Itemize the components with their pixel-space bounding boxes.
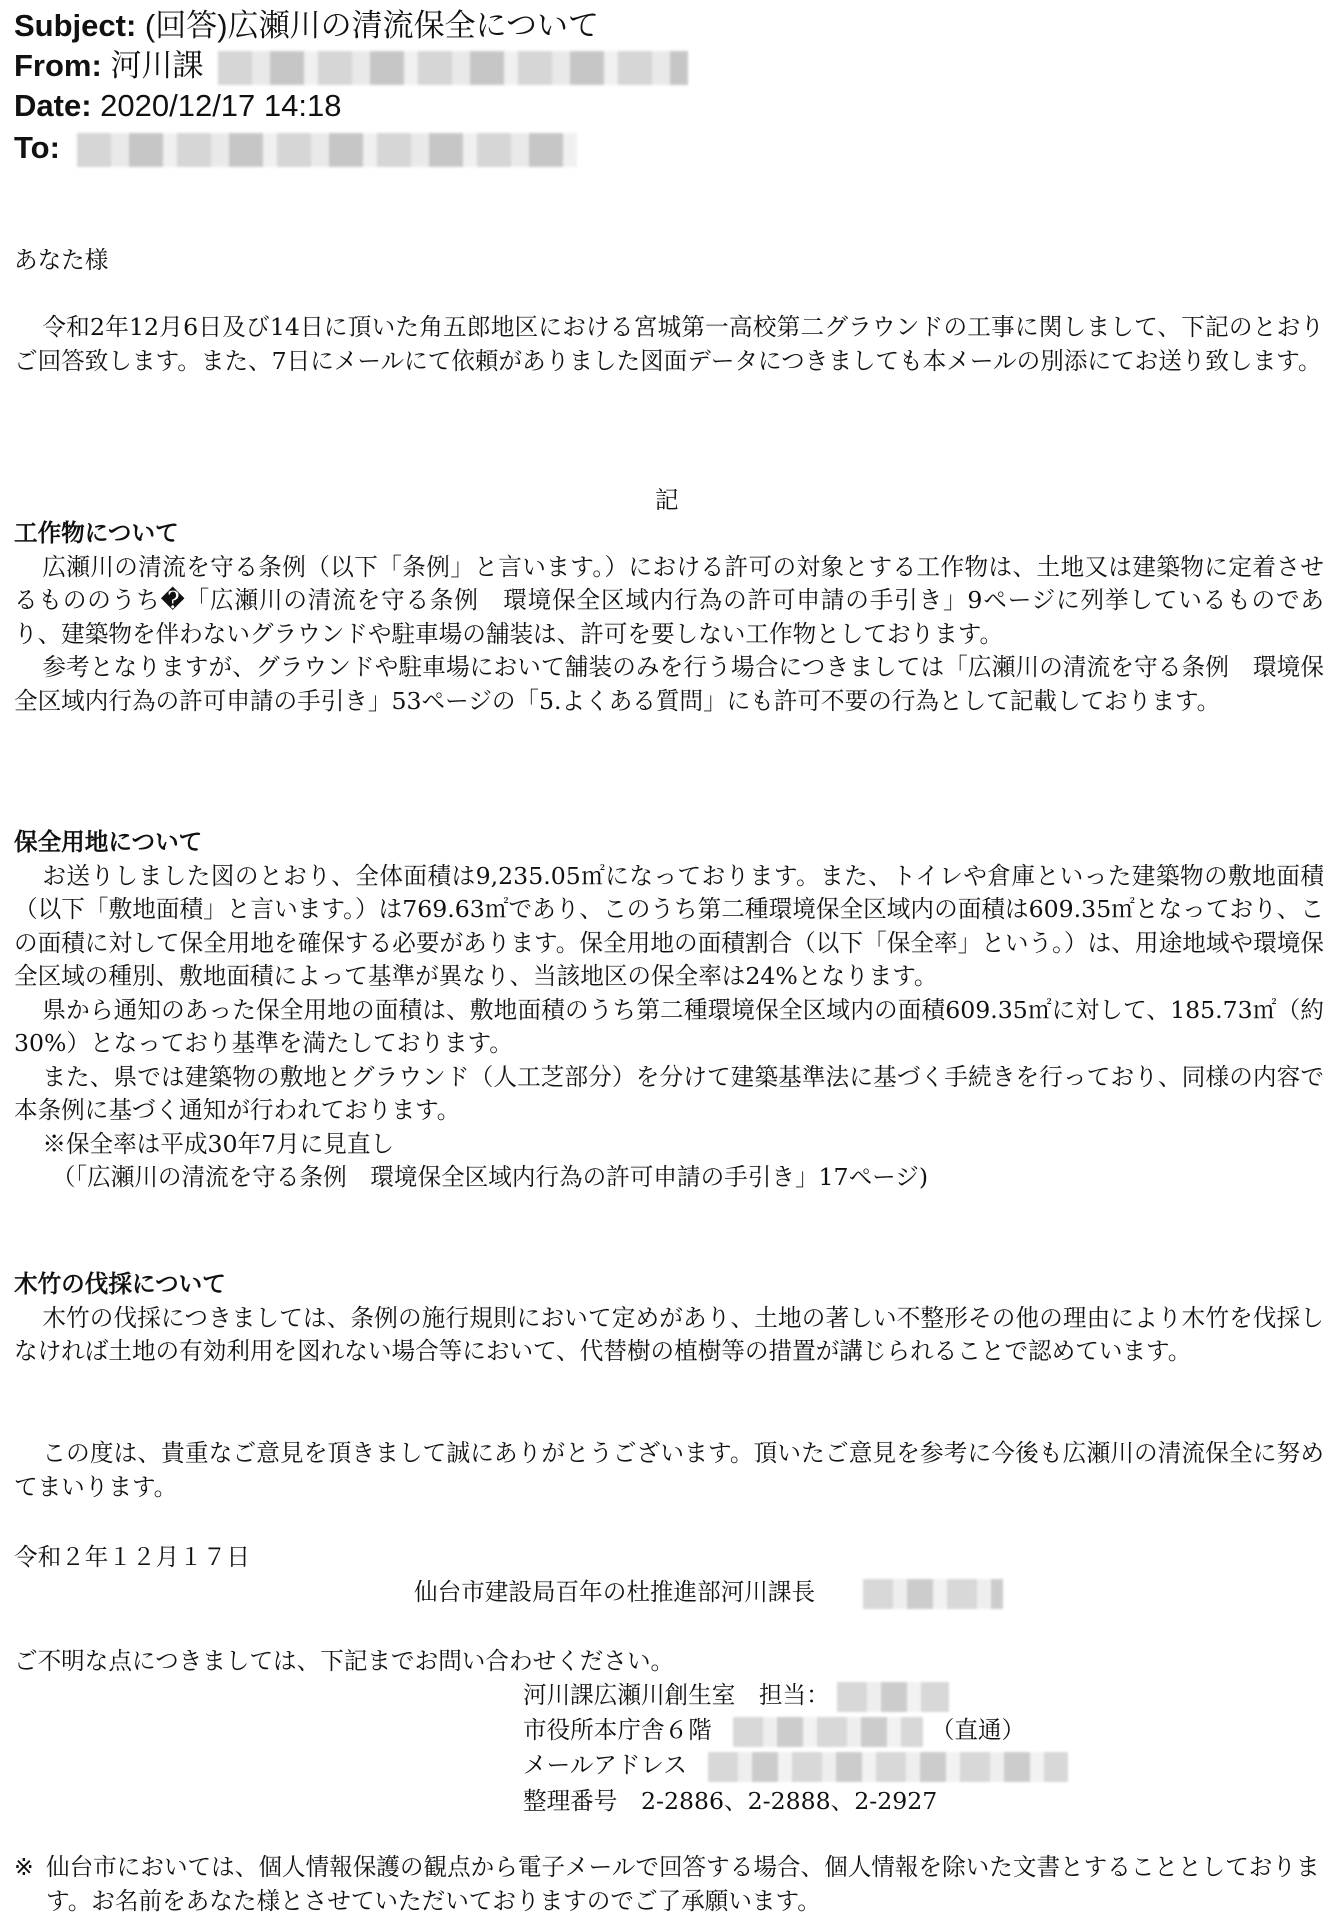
to-line	[14, 128, 577, 168]
signature-text: 仙台市建設局百年の杜推進部河川課長	[414, 1578, 816, 1606]
section-heading: 木竹の伐採について	[14, 1270, 226, 1298]
section-bassai	[14, 1268, 1324, 1369]
section-paragraph: 参考となりますが、グラウンドや駐車場において舗装のみを行う場合につきましては「広瀬川の清流を守る条例 環境保全区域内行為の許可申請の手引き」53ページの「5.よくある質問」にも許可不要の行為として記載しております。	[14, 653, 1324, 715]
contact-line-4: 整理番号 2-2886、2-2888、2-2927	[523, 1787, 938, 1815]
date-line-japanese: 令和２年１２月１７日	[14, 1543, 250, 1571]
section-note: ※保全率は平成30年7月に見直し	[42, 1129, 395, 1158]
redacted-contact-person	[837, 1682, 949, 1712]
section-hozen	[14, 826, 1324, 1195]
date-text: 2020/12/17 14:18	[100, 88, 342, 123]
contact-line-2	[523, 1714, 1025, 1748]
from-label: From:	[14, 48, 102, 83]
redacted-from-address	[218, 51, 688, 85]
contact-email-label: メールアドレス	[523, 1751, 687, 1779]
footnote-text: 仙台市においては、個人情報保護の観点から電子メールで回答する場合、個人情報を除いた文書とすることとしております。お名前をあなた様とさせていただいておりますのでご了承願います。	[46, 1853, 1320, 1915]
contact-direct-label: （直通）	[930, 1716, 1026, 1744]
intro-block	[14, 311, 1324, 378]
date-line	[14, 86, 341, 126]
contact-intro: ご不明な点につきましては、下記までお問い合わせください。	[14, 1647, 675, 1675]
section-paragraph: 県から通知のあった保全用地の面積は、敷地面積のうち第二種環境保全区域内の面積609.35㎡に対して、185.73㎡（約30%）となっており基準を満たしております。	[14, 995, 1324, 1057]
section-note: （「広瀬川の清流を守る条例 環境保全区域内行為の許可申請の手引き」17ページ)	[51, 1163, 929, 1191]
footnote-mark: ※	[14, 1853, 34, 1881]
subject-text: (回答)広瀬川の清流保全について	[144, 8, 599, 43]
ki-marker: 記	[655, 486, 679, 514]
from-text: 河川課	[110, 48, 204, 83]
section-kousakubutsu	[14, 517, 1324, 718]
section-paragraph: 広瀬川の清流を守る条例（以下「条例」と言います。）における許可の対象とする工作物は、土地又は建築物に定着させるもののうち�「広瀬川の清流を守る条例 環境保全区域内行為の許可申請の手引き」9ページに列挙しているものであり、建築物を伴わないグラウンドや駐車場の舗装は、許可を要しない工作物としております。	[14, 552, 1324, 648]
to-label: To:	[14, 130, 60, 165]
contact-department: 河川課広瀬川創生室 担当：	[523, 1681, 830, 1709]
subject-line	[14, 6, 599, 46]
greeting: あなた様	[14, 246, 109, 274]
section-paragraph: お送りしました図のとおり、全体面積は9,235.05㎡になっております。また、トイレや倉庫といった建築物の敷地面積（以下「敷地面積」と言います。）は769.63㎡であり、このうち第二種環境保全区域内の面積は609.35㎡となっており、この面積に対して保全用地を確保する必要があります。保全用地の面積割合（以下「保全率」という。）は、用途地域や環境保全区域の種別、敷地面積によって基準が異なり、当該地区の保全率は24%となります。	[14, 861, 1324, 990]
closing-paragraph: この度は、貴重なご意見を頂きまして誠にありがとうございます。頂いたご意見を参考に今後も広瀬川の清流保全に努めてまいります。	[14, 1439, 1324, 1501]
section-paragraph: また、県では建築物の敷地とグラウンド（人工芝部分）を分けて建築基準法に基づく手続きを行っており、同様の内容で本条例に基づく通知が行われております。	[14, 1062, 1324, 1124]
contact-office: 市役所本庁舎６階	[523, 1716, 712, 1744]
redacted-to-address	[77, 133, 577, 167]
redacted-email-address	[708, 1752, 1068, 1782]
section-heading: 工作物について	[14, 519, 179, 547]
redacted-phone-number	[733, 1717, 923, 1747]
intro-paragraph: 令和2年12月6日及び14日に頂いた角五郎地区における宮城第一高校第二グラウンドの工事に関しまして、下記のとおりご回答致します。また、7日にメールにて依頼がありました図面データにつきましても本メールの別添にてお送り致します。	[14, 313, 1324, 375]
section-heading: 保全用地について	[14, 828, 203, 856]
section-paragraph: 木竹の伐採につきましては、条例の施行規則において定めがあり、土地の著しい不整形その他の理由により木竹を伐採しなければ土地の有効利用を図れない場合等において、代替樹の植樹等の措置が講じられることで認めています。	[14, 1303, 1324, 1365]
contact-line-3	[523, 1749, 1068, 1783]
redacted-signature-name	[863, 1579, 1003, 1609]
closing-block	[14, 1437, 1324, 1504]
from-line	[14, 46, 688, 86]
contact-line-1	[523, 1679, 949, 1713]
signature-line	[414, 1576, 1003, 1610]
subject-label: Subject:	[14, 8, 137, 43]
date-label: Date:	[14, 88, 92, 123]
